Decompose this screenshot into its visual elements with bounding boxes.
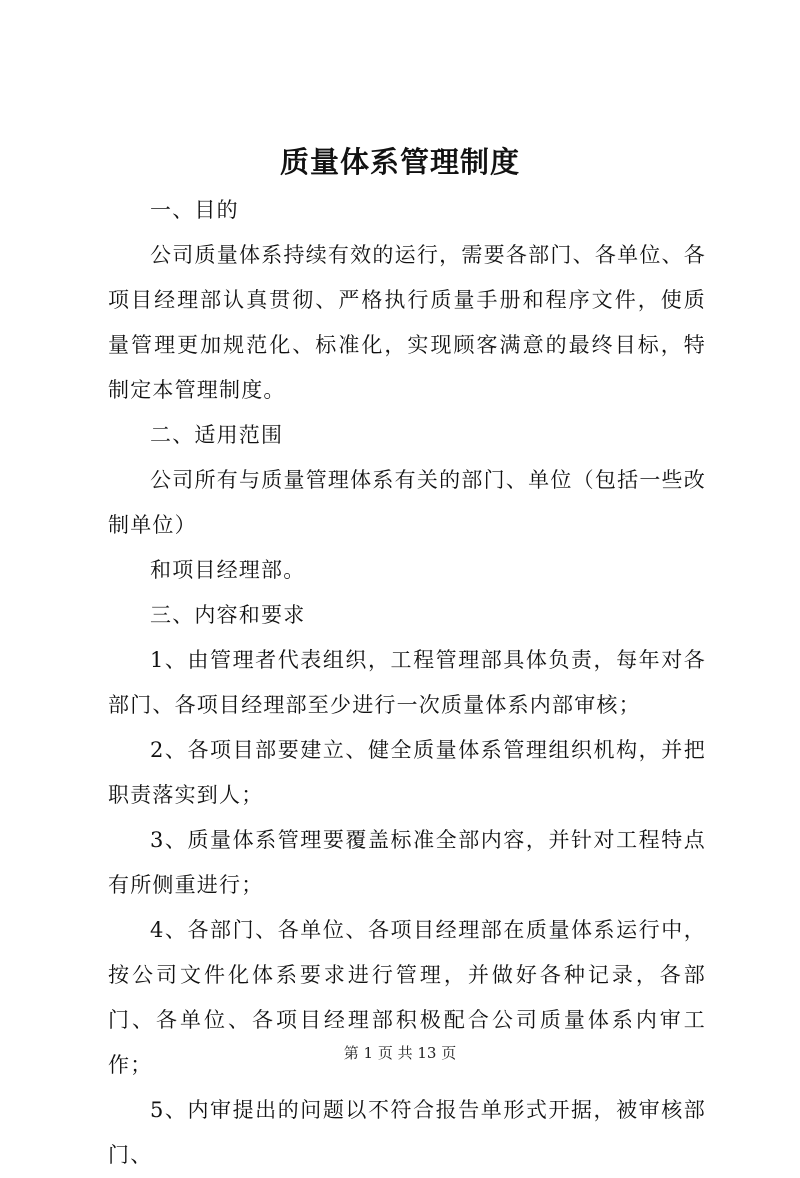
- paragraph-purpose: 公司质量体系持续有效的运行，需要各部门、各单位、各项目经理部认真贯彻、严格执行质量手册和程序文件，使质量管理更加规范化、标准化，实现顾客满意的最终目标，特制定本管理制度。: [108, 243, 706, 402]
- requirement-item-1: 1、由管理者代表组织，工程管理部具体负责，每年对各部门、各项目经理部至少进行一次质量体系内部审核；: [108, 648, 706, 717]
- document-title: 质量体系管理制度: [279, 145, 520, 179]
- section-heading-requirements: 三、内容和要求: [150, 603, 306, 627]
- document-body: [108, 188, 706, 1178]
- requirement-item-2: 2、各项目部要建立、健全质量体系管理组织机构，并把职责落实到人；: [108, 738, 706, 807]
- requirement-item-5: 5、内审提出的问题以不符合报告单形式开据，被审核部门、: [108, 1098, 706, 1167]
- page-number-footer: 第 1 页 共 13 页: [343, 1044, 457, 1062]
- requirement-item-3: 3、质量体系管理要覆盖标准全部内容，并针对工程特点有所侧重进行；: [108, 828, 706, 897]
- section-heading-scope: 二、适用范围: [150, 423, 284, 447]
- requirement-item-4: 4、各部门、各单位、各项目经理部在质量体系运行中，按公司文件化体系要求进行管理，并做好各种记录，各部门、各单位、各项目经理部积极配合公司质量体系内审工作；: [108, 918, 706, 1077]
- paragraph-scope: 公司所有与质量管理体系有关的部门、单位（包括一些改制单位）: [108, 468, 706, 537]
- paragraph-scope-continued: 和项目经理部。: [150, 558, 306, 582]
- section-heading-purpose: 一、目的: [150, 198, 239, 222]
